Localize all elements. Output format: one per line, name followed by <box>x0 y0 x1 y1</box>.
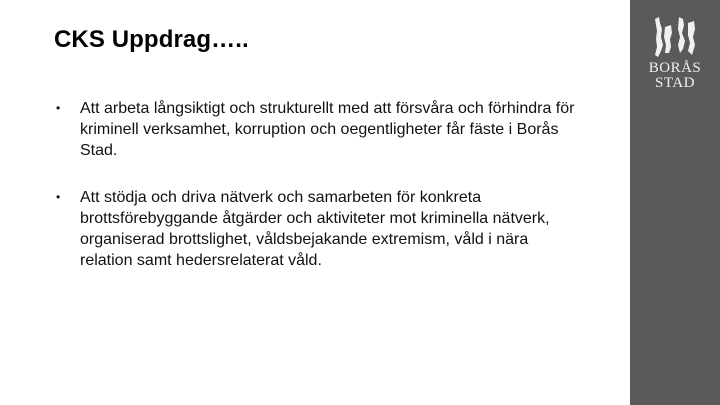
boras-stad-logo <box>645 15 705 105</box>
logo-text-boras: BORÅS <box>648 60 702 76</box>
bullet-marker: • <box>56 101 61 115</box>
bullet-text: Att stödja och driva nätverk och samarbeten för konkreta brottsförebyggande åtgärder och aktiviteter mot kriminella nätverk, organiserad brottslighet, våldsbejakande extremism, våld i nära relation samt hedersrelaterat våld. <box>80 189 550 269</box>
bullet-text: Att arbeta långsiktigt och strukturellt med att försvåra och förhindra för kriminell verksamhet, korruption och oegentligheter får fäste i Borås Stad. <box>80 100 575 159</box>
bullet-item <box>56 98 576 161</box>
bullet-marker: • <box>56 190 61 204</box>
boras-crest-icon <box>652 15 698 61</box>
logo-text-stad: STAD <box>655 75 695 91</box>
bullet-item <box>56 187 576 271</box>
slide-title: CKS Uppdrag….. <box>54 26 249 53</box>
bullet-list <box>56 98 576 297</box>
